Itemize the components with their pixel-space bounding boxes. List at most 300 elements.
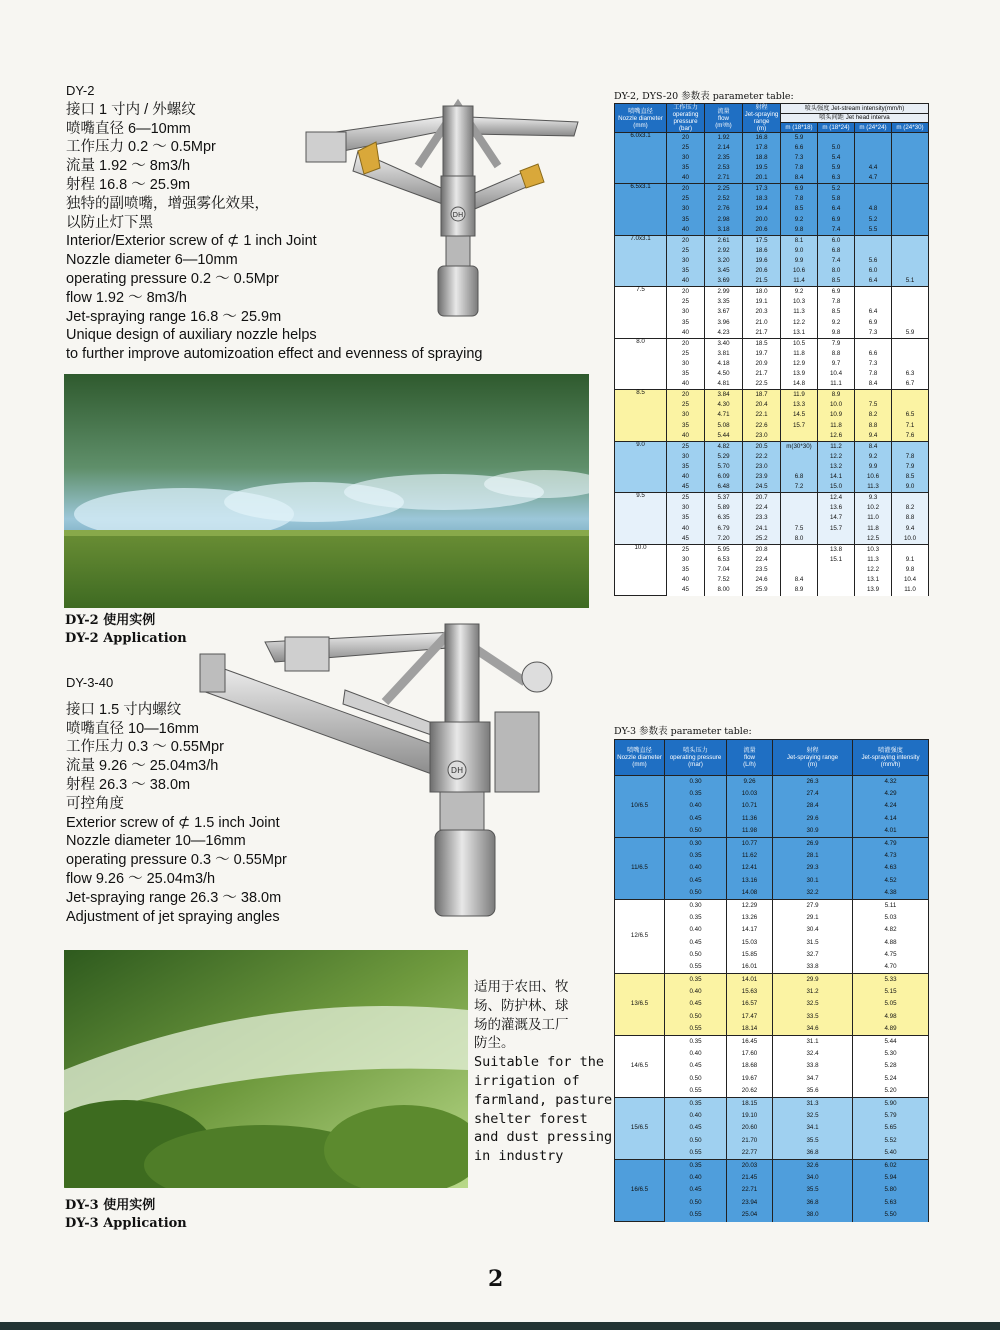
table-cell: 8.4 bbox=[781, 575, 818, 585]
table-cell: 11.4 bbox=[781, 277, 818, 287]
t1-head-sub: m (18*18) bbox=[781, 123, 818, 133]
table-cell: 25 bbox=[667, 544, 705, 554]
table-cell bbox=[781, 513, 818, 523]
table-cell: 20.1 bbox=[743, 174, 781, 184]
table-cell bbox=[892, 215, 929, 225]
table-cell: 40 bbox=[667, 380, 705, 390]
table-cell: 0.30 bbox=[665, 899, 727, 911]
table-cell: 22.4 bbox=[743, 555, 781, 565]
table-cell: 12.29 bbox=[727, 899, 773, 911]
table-cell: 2.53 bbox=[705, 163, 743, 173]
table-cell bbox=[892, 266, 929, 276]
table-cell: 19.4 bbox=[743, 205, 781, 215]
page-number: 2 bbox=[488, 1266, 504, 1292]
table-cell: 40 bbox=[667, 277, 705, 287]
table-cell: 28.4 bbox=[773, 800, 853, 812]
table-cell: 0.35 bbox=[665, 912, 727, 924]
table-cell: 7.5 bbox=[855, 400, 892, 410]
table-row bbox=[615, 974, 929, 986]
table-cell: 10.3 bbox=[781, 297, 818, 307]
table-cell: 28.1 bbox=[773, 850, 853, 862]
table-cell: 0.50 bbox=[665, 949, 727, 961]
table-cell bbox=[818, 133, 855, 143]
table-cell: 8.1 bbox=[781, 235, 818, 245]
table-cell: 0.40 bbox=[665, 1110, 727, 1122]
table-cell: 3.35 bbox=[705, 297, 743, 307]
table-cell: 18.3 bbox=[743, 194, 781, 204]
table-cell: 16.8 bbox=[743, 133, 781, 143]
table-cell: 20.6 bbox=[743, 266, 781, 276]
table-cell: 4.4 bbox=[855, 163, 892, 173]
table-cell: 20 bbox=[667, 390, 705, 400]
table-cell: 11.3 bbox=[855, 483, 892, 493]
table-cell: 5.0 bbox=[818, 143, 855, 153]
table-cell: 5.11 bbox=[853, 899, 929, 911]
nozzle-cell: 12/6.5 bbox=[615, 899, 665, 973]
table-cell: 11.3 bbox=[855, 555, 892, 565]
table-cell: 4.82 bbox=[705, 441, 743, 451]
table-cell: 4.89 bbox=[853, 1023, 929, 1035]
table-cell: 9.2 bbox=[781, 287, 818, 297]
table-cell bbox=[892, 235, 929, 245]
table-cell: 16.45 bbox=[727, 1036, 773, 1048]
table-cell: 4.8 bbox=[855, 205, 892, 215]
table-cell: 3.18 bbox=[705, 225, 743, 235]
table-cell: 3.69 bbox=[705, 277, 743, 287]
spec-line: 以防止灯下黑 bbox=[66, 214, 153, 231]
table-cell: 5.29 bbox=[705, 452, 743, 462]
table-cell: 13.6 bbox=[818, 503, 855, 513]
table-cell: 19.5 bbox=[743, 163, 781, 173]
table-cell: 15.63 bbox=[727, 986, 773, 998]
spec-line: Jet-spraying range 26.3 ～ 38.0m bbox=[66, 889, 282, 906]
table-cell: 14.7 bbox=[818, 513, 855, 523]
table-cell: 35 bbox=[667, 318, 705, 328]
table-cell: 34.7 bbox=[773, 1073, 853, 1085]
table-cell bbox=[818, 565, 855, 575]
table-cell: 8.0 bbox=[781, 534, 818, 544]
table-cell: 11.0 bbox=[892, 586, 929, 596]
table-cell: 14.17 bbox=[727, 924, 773, 936]
table-cell: 13.9 bbox=[781, 369, 818, 379]
table-cell: 0.50 bbox=[665, 1135, 727, 1147]
table-cell: 15.03 bbox=[727, 937, 773, 949]
table-cell: 13.2 bbox=[818, 462, 855, 472]
spec-line: 喷嘴直径 6—10mm bbox=[66, 120, 191, 137]
table-cell: 35 bbox=[667, 513, 705, 523]
table-cell: 4.79 bbox=[853, 837, 929, 849]
table-cell: 18.15 bbox=[727, 1098, 773, 1110]
dy3-caption bbox=[65, 1197, 187, 1233]
table-cell: 5.03 bbox=[853, 912, 929, 924]
table-cell: 40 bbox=[667, 472, 705, 482]
table-cell: 11.8 bbox=[855, 524, 892, 534]
table-cell: 4.81 bbox=[705, 380, 743, 390]
table-cell: 5.94 bbox=[853, 1172, 929, 1184]
table-cell: 22.71 bbox=[727, 1184, 773, 1196]
table-cell: 35.5 bbox=[773, 1135, 853, 1147]
table-cell: 35 bbox=[667, 565, 705, 575]
table-cell: 30 bbox=[667, 555, 705, 565]
table-cell: 6.48 bbox=[705, 483, 743, 493]
table-cell: 22.2 bbox=[743, 452, 781, 462]
table-row bbox=[615, 837, 929, 849]
table-cell: 0.35 bbox=[665, 850, 727, 862]
table-cell: 0.45 bbox=[665, 937, 727, 949]
table-cell: 2.35 bbox=[705, 153, 743, 163]
table-cell: 35 bbox=[667, 163, 705, 173]
table-cell: 6.3 bbox=[892, 369, 929, 379]
table-cell: 32.7 bbox=[773, 949, 853, 961]
table-row bbox=[615, 390, 929, 400]
table-cell: 0.30 bbox=[665, 776, 727, 788]
spec-line: 流量 9.26 ～ 25.04m3/h bbox=[66, 758, 219, 775]
table-cell: 0.50 bbox=[665, 1011, 727, 1023]
nozzle-cell: 13/6.5 bbox=[615, 974, 665, 1036]
table-cell: 0.35 bbox=[665, 1160, 727, 1172]
table-cell: 40 bbox=[667, 174, 705, 184]
table-cell: 19.67 bbox=[727, 1073, 773, 1085]
table-cell: 29.9 bbox=[773, 974, 853, 986]
table-cell: 0.45 bbox=[665, 1122, 727, 1134]
table-cell: 8.2 bbox=[892, 503, 929, 513]
spec-line: farmland, pasture, bbox=[474, 1091, 621, 1108]
table-cell: 23.5 bbox=[743, 565, 781, 575]
table-cell: 0.45 bbox=[665, 875, 727, 887]
table-cell: 23.0 bbox=[743, 431, 781, 441]
table-cell: 26.9 bbox=[773, 837, 853, 849]
dy3-caption-cn: DY-3 使用实例 bbox=[65, 1198, 156, 1213]
table-cell: 21.45 bbox=[727, 1172, 773, 1184]
table-cell: 9.7 bbox=[818, 359, 855, 369]
table-cell: 31.1 bbox=[773, 1036, 853, 1048]
table-cell: 5.52 bbox=[853, 1135, 929, 1147]
table-cell: 4.50 bbox=[705, 369, 743, 379]
table-cell: 25.2 bbox=[743, 534, 781, 544]
table-cell bbox=[818, 534, 855, 544]
table-cell: 25 bbox=[667, 194, 705, 204]
table-cell: 9.2 bbox=[855, 452, 892, 462]
table-cell: 9.4 bbox=[855, 431, 892, 441]
table-row bbox=[615, 1036, 929, 1048]
table-cell: 9.9 bbox=[781, 256, 818, 266]
table-cell: 8.8 bbox=[855, 421, 892, 431]
table-cell: 33.5 bbox=[773, 1011, 853, 1023]
spec-line: 场的灌溉及工厂 bbox=[474, 1016, 569, 1033]
table-cell: 35 bbox=[667, 369, 705, 379]
table-cell: 12.41 bbox=[727, 862, 773, 874]
table-cell bbox=[892, 256, 929, 266]
table-cell: 45 bbox=[667, 586, 705, 596]
table-cell: 0.40 bbox=[665, 862, 727, 874]
table-cell: 2.71 bbox=[705, 174, 743, 184]
t1-head-sub: m (18*24) bbox=[818, 123, 855, 133]
table-cell: 18.68 bbox=[727, 1060, 773, 1072]
table-cell: 16.01 bbox=[727, 961, 773, 973]
dy2-parameter-table bbox=[614, 103, 929, 596]
table-cell: 25 bbox=[667, 349, 705, 359]
table-cell: 5.95 bbox=[705, 544, 743, 554]
table-cell: 4.71 bbox=[705, 411, 743, 421]
table-cell: 6.3 bbox=[818, 174, 855, 184]
table-cell: 10.3 bbox=[855, 544, 892, 554]
nozzle-cell: 7.0x3.1 bbox=[615, 235, 667, 286]
table-cell: 21.7 bbox=[743, 369, 781, 379]
table-cell: 3.84 bbox=[705, 390, 743, 400]
table-cell: 0.50 bbox=[665, 1197, 727, 1209]
table-cell: 4.24 bbox=[853, 800, 929, 812]
table-cell: 23.3 bbox=[743, 513, 781, 523]
table-cell: 6.09 bbox=[705, 472, 743, 482]
table-cell: 29.3 bbox=[773, 862, 853, 874]
table-cell: 34.0 bbox=[773, 1172, 853, 1184]
table-cell: 17.47 bbox=[727, 1011, 773, 1023]
spec-line: 工作压力 0.3 ～ 0.55Mpr bbox=[66, 739, 224, 756]
table-cell: 8.5 bbox=[892, 472, 929, 482]
table-cell bbox=[892, 153, 929, 163]
table-cell: 5.44 bbox=[853, 1036, 929, 1048]
table-cell bbox=[892, 349, 929, 359]
t2-head-intensity: 喷灌强度 Jet-spraying intensity (mm/h) bbox=[853, 740, 929, 776]
table-cell: 6.02 bbox=[853, 1160, 929, 1172]
table-cell: 6.9 bbox=[818, 287, 855, 297]
table-cell: 20 bbox=[667, 184, 705, 194]
table-cell: 40 bbox=[667, 328, 705, 338]
table-cell: 10.9 bbox=[818, 411, 855, 421]
table-cell: 0.55 bbox=[665, 1023, 727, 1035]
dy2-caption-en: DY-2 Application bbox=[65, 631, 187, 646]
table-cell: 34.1 bbox=[773, 1122, 853, 1134]
spec-line: Exterior screw of ⊄ 1.5 inch Joint bbox=[66, 814, 280, 831]
table-cell: 7.20 bbox=[705, 534, 743, 544]
table-cell: 20.62 bbox=[727, 1085, 773, 1097]
nozzle-cell: 10.0 bbox=[615, 544, 667, 595]
table-cell: 5.63 bbox=[853, 1197, 929, 1209]
table-cell: 7.8 bbox=[781, 194, 818, 204]
table-cell: 6.6 bbox=[781, 143, 818, 153]
table-cell: 13.16 bbox=[727, 875, 773, 887]
table-cell: 19.10 bbox=[727, 1110, 773, 1122]
dy3-spec-lines bbox=[66, 701, 287, 927]
table-cell: 23.94 bbox=[727, 1197, 773, 1209]
table-cell: 31.5 bbox=[773, 937, 853, 949]
nozzle-cell: 6.5x3.1 bbox=[615, 184, 667, 235]
t1-head-interval: 喷头间距 Jet head interva bbox=[781, 113, 929, 123]
table-cell: 5.44 bbox=[705, 431, 743, 441]
t2-head-flow: 流量 flow (L/h) bbox=[727, 740, 773, 776]
table-cell: 32.5 bbox=[773, 1110, 853, 1122]
table-row bbox=[615, 544, 929, 554]
nozzle-cell: 8.5 bbox=[615, 390, 667, 441]
table-cell bbox=[892, 194, 929, 204]
t1-head-nozzle: 喷嘴直径 Nozzle diameter (mm) bbox=[615, 104, 667, 133]
table-cell: 15.85 bbox=[727, 949, 773, 961]
table-cell: 5.2 bbox=[818, 184, 855, 194]
table-cell: 18.8 bbox=[743, 153, 781, 163]
t2-head-nozzle: 喷嘴直径 Nozzle diameter (mm) bbox=[615, 740, 665, 776]
spec-line: 接口 1.5 寸内螺纹 bbox=[66, 701, 182, 718]
table-cell: 20.5 bbox=[743, 441, 781, 451]
table-cell: 9.0 bbox=[892, 483, 929, 493]
table-cell: 34.6 bbox=[773, 1023, 853, 1035]
table-cell: 20.03 bbox=[727, 1160, 773, 1172]
table-row bbox=[615, 441, 929, 451]
table-cell: 16.57 bbox=[727, 999, 773, 1011]
table-cell: 27.4 bbox=[773, 788, 853, 800]
table-cell: 5.40 bbox=[853, 1147, 929, 1159]
t1-head-sub: m (24*24) bbox=[855, 123, 892, 133]
table-cell: 9.2 bbox=[818, 318, 855, 328]
table-cell: 20 bbox=[667, 133, 705, 143]
table-cell: 35 bbox=[667, 266, 705, 276]
table-cell: 6.8 bbox=[818, 246, 855, 256]
table-cell: 6.35 bbox=[705, 513, 743, 523]
table-cell: 8.5 bbox=[818, 277, 855, 287]
dy3-model: DY-3-40 bbox=[66, 675, 114, 690]
table-cell: 5.65 bbox=[853, 1122, 929, 1134]
table-cell: 22.1 bbox=[743, 411, 781, 421]
t2-head-pressure: 喷头压力 operating pressure (mar) bbox=[665, 740, 727, 776]
dy2-model: DY-2 bbox=[66, 83, 95, 98]
spec-line: Nozzle diameter 10—16mm bbox=[66, 833, 246, 850]
table-cell: 0.50 bbox=[665, 887, 727, 899]
table-cell: 9.8 bbox=[818, 328, 855, 338]
spec-line: Jet-spraying range 16.8 ～ 25.9m bbox=[66, 308, 282, 325]
spec-line: Interior/Exterior screw of ⊄ 1 inch Joint bbox=[66, 233, 317, 250]
table-cell: 32.4 bbox=[773, 1048, 853, 1060]
table-cell: 9.1 bbox=[892, 555, 929, 565]
spec-line: operating pressure 0.3 ～ 0.55Mpr bbox=[66, 852, 287, 869]
table-cell: 7.3 bbox=[855, 359, 892, 369]
table-cell: 40 bbox=[667, 524, 705, 534]
table-cell: 7.9 bbox=[892, 462, 929, 472]
table-cell: 24.6 bbox=[743, 575, 781, 585]
table-cell: 8.5 bbox=[818, 308, 855, 318]
table-cell bbox=[892, 287, 929, 297]
table-row bbox=[615, 287, 929, 297]
table-cell bbox=[818, 586, 855, 596]
table-cell: 8.4 bbox=[855, 380, 892, 390]
nozzle-cell: 14/6.5 bbox=[615, 1036, 665, 1098]
spec-line: flow 9.26 ～ 25.04m3/h bbox=[66, 870, 216, 887]
table-cell: 6.5 bbox=[892, 411, 929, 421]
table-cell: 4.23 bbox=[705, 328, 743, 338]
table-cell: 0.35 bbox=[665, 1098, 727, 1110]
table-cell: 0.35 bbox=[665, 788, 727, 800]
table-cell: 11.9 bbox=[781, 390, 818, 400]
table-cell: 4.29 bbox=[853, 788, 929, 800]
table-cell: 7.8 bbox=[818, 297, 855, 307]
table-cell: 4.52 bbox=[853, 875, 929, 887]
spec-line: 独特的副喷嘴，增强雾化效果， bbox=[66, 195, 269, 212]
t1-head-intensity: 喷头强度 Jet-stream intensity(mm/h) bbox=[781, 104, 929, 114]
table-cell: 18.5 bbox=[743, 338, 781, 348]
table-cell: 2.14 bbox=[705, 143, 743, 153]
table-cell: 13.1 bbox=[855, 575, 892, 585]
spec-line: operating pressure 0.2 ～ 0.5Mpr bbox=[66, 270, 279, 287]
table-cell: 11.8 bbox=[781, 349, 818, 359]
table-cell: 30 bbox=[667, 503, 705, 513]
t1-head-pressure: 工作压力 operating pressure (bar) bbox=[667, 104, 705, 133]
table-cell: 0.35 bbox=[665, 974, 727, 986]
table-cell: 17.8 bbox=[743, 143, 781, 153]
spec-line: 工作压力 0.2 ～ 0.5Mpr bbox=[66, 139, 216, 156]
table-cell bbox=[855, 153, 892, 163]
table-cell: 4.14 bbox=[853, 813, 929, 825]
table-cell: 5.79 bbox=[853, 1110, 929, 1122]
table-cell: 20.3 bbox=[743, 308, 781, 318]
table-cell: 6.9 bbox=[781, 184, 818, 194]
table-cell: 0.30 bbox=[665, 837, 727, 849]
table-cell: 5.90 bbox=[853, 1098, 929, 1110]
table-cell bbox=[855, 297, 892, 307]
table-cell: 20 bbox=[667, 235, 705, 245]
table-cell: 20.6 bbox=[743, 225, 781, 235]
table-cell: 25 bbox=[667, 441, 705, 451]
table-cell: 0.40 bbox=[665, 800, 727, 812]
table-cell: 13.3 bbox=[781, 400, 818, 410]
spec-line: and dust pressing bbox=[474, 1129, 613, 1146]
table-cell: 13.1 bbox=[781, 328, 818, 338]
table-cell: 5.70 bbox=[705, 462, 743, 472]
table-cell: 20.0 bbox=[743, 215, 781, 225]
dy2-application-photo bbox=[64, 374, 589, 608]
table-cell: 5.50 bbox=[853, 1209, 929, 1221]
table-cell: 2.92 bbox=[705, 246, 743, 256]
table-cell: 40 bbox=[667, 431, 705, 441]
table-cell: 15.7 bbox=[818, 524, 855, 534]
table-cell: 30.9 bbox=[773, 825, 853, 837]
table-cell bbox=[892, 441, 929, 451]
table-cell: 5.30 bbox=[853, 1048, 929, 1060]
table-cell: 7.9 bbox=[818, 338, 855, 348]
table-cell: 2.76 bbox=[705, 205, 743, 215]
table-cell: 0.45 bbox=[665, 999, 727, 1011]
spec-line: in industry bbox=[474, 1148, 564, 1165]
spec-line: Adjustment of jet spraying angles bbox=[66, 908, 280, 925]
spec-line: 射程 16.8 ～ 25.9m bbox=[66, 176, 191, 193]
table-cell: 6.79 bbox=[705, 524, 743, 534]
table-cell: 30 bbox=[667, 452, 705, 462]
table-cell: 22.77 bbox=[727, 1147, 773, 1159]
table-row bbox=[615, 133, 929, 143]
table-cell bbox=[892, 308, 929, 318]
table-cell: 0.55 bbox=[665, 1209, 727, 1221]
table-cell: 4.88 bbox=[853, 937, 929, 949]
table-cell: 36.8 bbox=[773, 1197, 853, 1209]
spec-line: flow 1.92 ～ 8m3/h bbox=[66, 289, 187, 306]
table-cell: 12.2 bbox=[855, 565, 892, 575]
spec-line: 流量 1.92 ～ 8m3/h bbox=[66, 158, 191, 175]
table-cell: 6.4 bbox=[855, 308, 892, 318]
table-cell: 33.8 bbox=[773, 1060, 853, 1072]
table-cell: 0.50 bbox=[665, 1073, 727, 1085]
table-cell bbox=[855, 338, 892, 348]
table-cell: 32.2 bbox=[773, 887, 853, 899]
table-cell: 8.0 bbox=[818, 266, 855, 276]
table-cell bbox=[892, 493, 929, 503]
spec-line: 接口 1 寸内 / 外螺纹 bbox=[66, 101, 196, 118]
spec-line: 场、防护林、球 bbox=[474, 997, 569, 1014]
table-cell: 4.30 bbox=[705, 400, 743, 410]
table-cell: 9.26 bbox=[727, 776, 773, 788]
table-cell: 2.25 bbox=[705, 184, 743, 194]
table-cell: 11.0 bbox=[855, 513, 892, 523]
table-cell: 0.40 bbox=[665, 1048, 727, 1060]
table-cell: 3.45 bbox=[705, 266, 743, 276]
table-cell: 14.08 bbox=[727, 887, 773, 899]
table-row bbox=[615, 776, 929, 788]
